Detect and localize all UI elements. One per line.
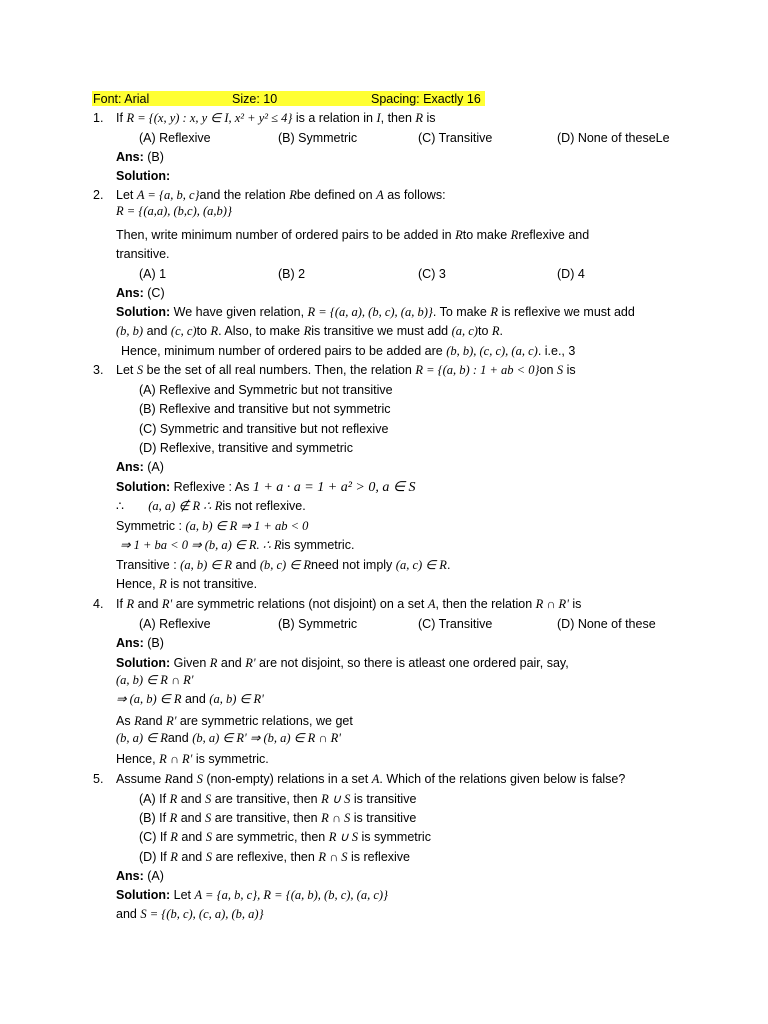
q5-line: Assume Rand S (non-empty) relations in a set A. Which of the relations given below is false? <box>116 772 626 786</box>
q3-solution-line5: Transitive : (a, b) ∈ R and (b, c) ∈ Rneed not imply (a, c) ∈ R. <box>116 558 451 572</box>
q2-solution-line2: (b, b) and (c, c)to R. Also, to make Ris transitive we must add (a, c)to R. <box>116 324 504 338</box>
q5-number: 5. <box>93 772 104 786</box>
q3-option-d: (D) Reflexive, transitive and symmetric <box>139 441 353 455</box>
q3-solution-line2: ∴ (a, a) ∉ R ∴ Ris not reflexive. <box>116 499 306 513</box>
q3-answer: Ans: (A) <box>116 460 164 474</box>
q4-option-c: (C) Transitive <box>418 617 493 631</box>
q4-answer: Ans: (B) <box>116 636 164 650</box>
q3-solution-line6: Hence, R is not transitive. <box>116 577 258 591</box>
q2-option-d: (D) 4 <box>557 267 585 281</box>
q1-relation: R = {(x, y) : x, y ∈ I, x² + y² ≤ 4} <box>126 111 293 125</box>
q4-solution-line2: (a, b) ∈ R ∩ R' <box>116 673 194 687</box>
q2-solution-line3: Hence, minimum number of ordered pairs to be added are (b, b), (c, c), (a, c). i.e., 3 <box>121 344 576 358</box>
q2-answer: Ans: (C) <box>116 286 165 300</box>
q1-option-b: (B) Symmetric <box>278 131 358 145</box>
q4-line: If R and R' are symmetric relations (not disjoint) on a set A, then the relation R ∩ R' is <box>116 597 582 611</box>
q3-solution-line4: ⇒ 1 + ba < 0 ⇒ (b, a) ∈ R. ∴ Ris symmetric. <box>120 538 355 552</box>
q3-solution-line1: Solution: Reflexive : As 1 + a · a = 1 + a² > 0, a ∈ S <box>116 480 416 495</box>
q5-option-b: (B) If R and S are transitive, then R ∩ S is transitive <box>139 811 417 825</box>
q4-option-b: (B) Symmetric <box>278 617 358 631</box>
q5-solution-line2: and S = {(b, c), (c, a), (b, a)} <box>116 907 264 921</box>
q2-option-c: (C) 3 <box>418 267 446 281</box>
q2-number: 2. <box>93 188 104 202</box>
header-font: Font: Arial <box>93 92 150 106</box>
q2-option-a: (A) 1 <box>139 267 167 281</box>
q3-option-c: (C) Symmetric and transitive but not reflexive <box>139 422 389 436</box>
header-size: Size: 10 <box>232 92 278 106</box>
q3-option-a: (A) Reflexive and Symmetric but not transitive <box>139 383 393 397</box>
q4-option-a: (A) Reflexive <box>139 617 211 631</box>
q4-option-d: (D) None of these <box>557 617 656 631</box>
q5-option-a: (A) If R and S are transitive, then R ∪ S is transitive <box>139 792 417 806</box>
q4-number: 4. <box>93 597 104 611</box>
q1-option-c: (C) Transitive <box>418 131 493 145</box>
q1-option-a: (A) Reflexive <box>139 131 211 145</box>
q3-line: Let S be the set of all real numbers. Then, the relation R = {(a, b) : 1 + ab < 0}on S is <box>116 363 576 377</box>
q5-option-c: (C) If R and S are symmetric, then R ∪ S is symmetric <box>139 830 431 844</box>
q4-solution-line5: (b, a) ∈ Rand (b, a) ∈ R' ⇒ (b, a) ∈ R ∩ R' <box>116 731 341 745</box>
q5-answer: Ans: (A) <box>116 869 164 883</box>
q2-text-line2: transitive. <box>116 247 170 261</box>
q3-number: 3. <box>93 363 104 377</box>
q2-solution-line1: Solution: We have given relation, R = {(a, a), (b, c), (a, b)}. To make R is reflexive we must add <box>116 305 635 319</box>
q1-solution-label: Solution: <box>116 169 171 183</box>
q2-option-b: (B) 2 <box>278 267 306 281</box>
q4-solution-line3: ⇒ (a, b) ∈ R and (a, b) ∈ R' <box>116 692 264 706</box>
q5-solution-line1: Solution: Let A = {a, b, c}, R = {(a, b), (b, c), (a, c)} <box>116 888 389 902</box>
q4-solution-line4: As Rand R' are symmetric relations, we get <box>116 714 353 728</box>
q1-option-d: (D) None of theseLe <box>557 131 670 145</box>
header-spacing: Spacing: Exactly 16 <box>371 92 481 106</box>
q1-number: 1. <box>93 111 104 125</box>
q3-option-b: (B) Reflexive and transitive but not symmetric <box>139 402 391 416</box>
q4-solution-line1: Solution: Given R and R' are not disjoint, so there is atleast one ordered pair, say, <box>116 656 569 670</box>
q3-solution-line3: Symmetric : (a, b) ∈ R ⇒ 1 + ab < 0 <box>116 519 309 533</box>
q2-relation: R = {(a,a), (b,c), (a,b)} <box>116 204 232 218</box>
q4-solution-line6: Hence, R ∩ R' is symmetric. <box>116 752 269 766</box>
q5-option-d: (D) If R and S are reflexive, then R ∩ S is reflexive <box>139 850 411 864</box>
q1-answer: Ans: (B) <box>116 150 164 164</box>
q1-line: If R = {(x, y) : x, y ∈ I, x² + y² ≤ 4} is a relation in I, then R is <box>116 111 436 125</box>
q2-text-line1: Then, write minimum number of ordered pairs to be added in Rto make Rreflexive and <box>116 228 590 242</box>
q2-line: Let A = {a, b, c}and the relation Rbe defined on A as follows: <box>116 188 446 202</box>
